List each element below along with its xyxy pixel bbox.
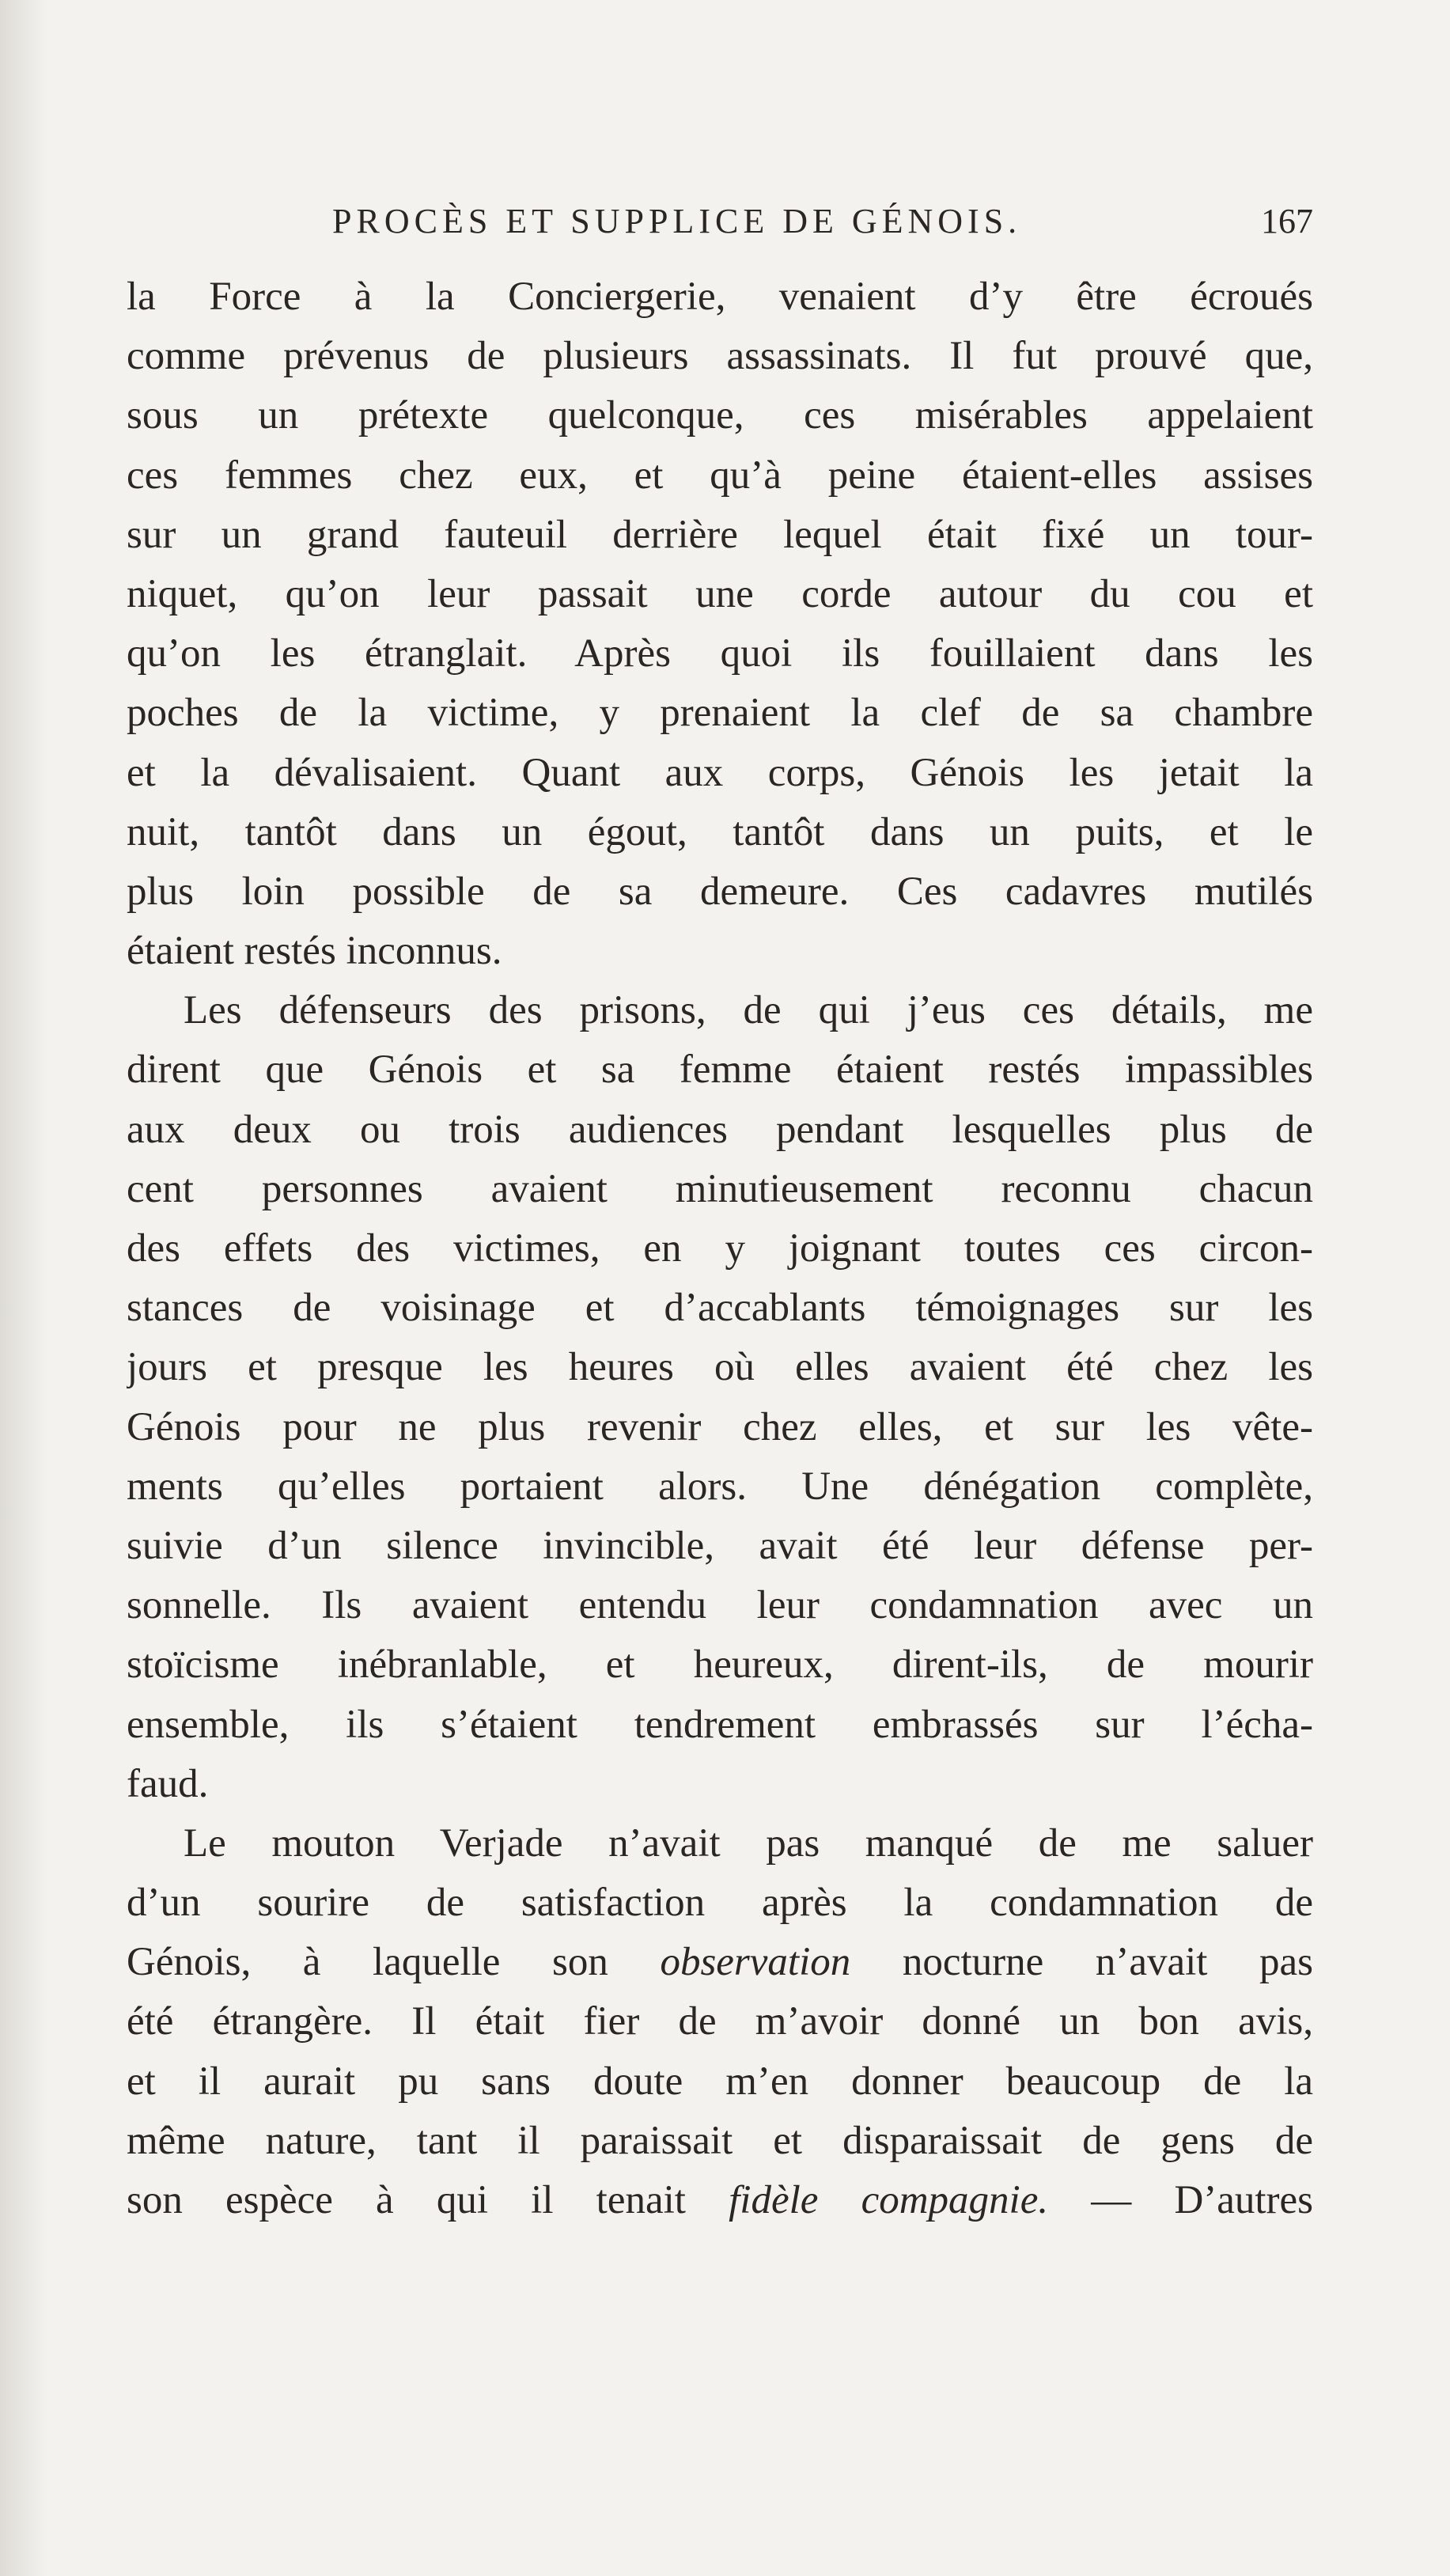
italic-phrase: fidèle compagnie. [729, 2178, 1049, 2222]
text-line: Génois pour ne plus revenir chez elles, et sur les vête- [127, 1404, 1313, 1449]
running-title: PROCÈS ET SUPPLICE DE GÉNOIS. [332, 202, 1022, 241]
page-number: 167 [1261, 202, 1313, 241]
text-line: la Force à la Conciergerie, venaient d’y être écroués [127, 275, 1313, 319]
text-span: Génois, à laquelle son [127, 1940, 608, 1985]
text-line: poches de la victime, y prenaient la clef de sa chambre [127, 691, 1313, 736]
text-line: étaient restés inconnus. [127, 929, 502, 974]
text-line: et il aurait pu sans doute m’en donner beaucoup de la [127, 2059, 1313, 2104]
text-line: même nature, tant il paraissait et disparaissait de gens de [127, 2118, 1313, 2163]
text-line: sous un prétexte quelconque, ces misérables appelaient [127, 393, 1313, 438]
text-line: comme prévenus de plusieurs assassinats. Il fut prouvé que, [127, 334, 1313, 379]
body-text [127, 267, 1313, 2230]
text-line: nuit, tantôt dans un égout, tantôt dans un puits, et le [127, 809, 1313, 854]
text-line: ces femmes chez eux, et qu’à peine étaient-elles assises [127, 453, 1313, 498]
page-header [127, 190, 1313, 245]
text-line: d’un sourire de satisfaction après la condamnation de [127, 1881, 1313, 1926]
text-line: plus loin possible de sa demeure. Ces cadavres mutilés [127, 869, 1313, 914]
text-line: Le mouton Verjade n’avait pas manqué de me saluer [184, 1820, 1313, 1866]
text-span: — D’autres [1091, 2178, 1313, 2222]
text-line: qu’on les étranglait. Après quoi ils fouillaient dans les [127, 631, 1313, 676]
italic-word: observation [660, 1940, 851, 1985]
text-line: et la dévalisaient. Quant aux corps, Génois les jetait la [127, 750, 1313, 795]
text-line-with-italic [127, 2171, 1313, 2230]
text-line-with-italic [127, 1933, 1313, 1992]
text-line: ensemble, ils s’étaient tendrement embrassés sur l’écha- [127, 1702, 1313, 1747]
text-line: Les défenseurs des prisons, de qui j’eus ces détails, me [184, 988, 1313, 1033]
text-span: son espèce à qui il tenait [127, 2178, 686, 2222]
text-line: sonnelle. Ils avaient entendu leur condamnation avec un [127, 1583, 1313, 1628]
text-line: suivie d’un silence invincible, avait été leur défense per- [127, 1523, 1313, 1568]
text-line: été étrangère. Il était fier de m’avoir donné un bon avis, [127, 1999, 1313, 2044]
text-line: stoïcisme inébranlable, et heureux, dirent-ils, de mourir [127, 1642, 1313, 1688]
page-edge-shadow [0, 0, 47, 2576]
text-line: des effets des victimes, en y joignant toutes ces circon- [127, 1226, 1313, 1271]
text-line: sur un grand fauteuil derrière lequel était fixé un tour- [127, 512, 1313, 557]
text-line: stances de voisinage et d’accablants témoignages sur les [127, 1286, 1313, 1331]
text-line: jours et presque les heures où elles avaient été chez les [127, 1345, 1313, 1390]
text-line: cent personnes avaient minutieusement reconnu chacun [127, 1166, 1313, 1211]
text-line: niquet, qu’on leur passait une corde autour du cou et [127, 571, 1313, 616]
text-span: nocturne n’avait pas [902, 1940, 1313, 1985]
text-line: faud. [127, 1761, 209, 1806]
text-line: aux deux ou trois audiences pendant lesquelles plus de [127, 1107, 1313, 1152]
text-line: ments qu’elles portaient alors. Une dénégation complète, [127, 1464, 1313, 1509]
text-line: dirent que Génois et sa femme étaient restés impassibles [127, 1047, 1313, 1093]
